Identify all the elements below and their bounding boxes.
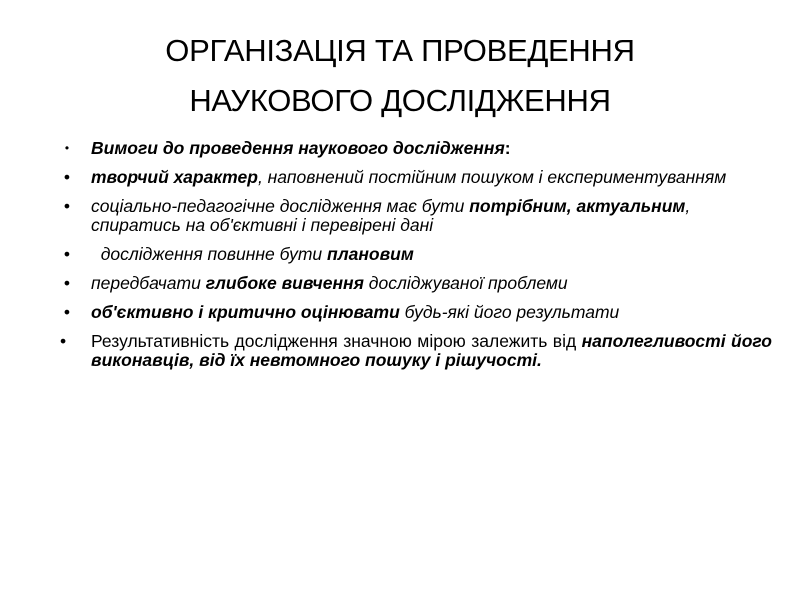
bullet-text: , спиратись на об'єктивні і перевірені дані [91,196,691,235]
slide-title [60,26,740,126]
bullet-item-relevance [60,197,772,235]
bullet-text-strong: потрібним, актуальним [469,196,686,216]
bullet-text-strong: : [504,138,511,158]
bullet-item-effectiveness [60,332,772,370]
bullet-item-creative [60,168,772,187]
bullet-text-strong: його виконавців, від їх невтомного пошуку і рішучості. [91,331,772,370]
bullet-text: досліджуваної проблеми [363,273,568,293]
bullet-item-deep-study [60,274,772,293]
bullet-marker: • [63,302,71,322]
bullet-marker: • [63,244,71,264]
bullet-marker: • [63,273,71,293]
bullet-text: дослідження повинне бути [91,244,328,264]
bullet-marker: • [63,196,71,216]
bullet-text-strong: об'єктивно і критично оцінювати [91,302,400,322]
slide-title-line-2: НАУКОВОГО ДОСЛІДЖЕННЯ [189,83,611,118]
bullet-item-requirements [60,139,772,158]
bullet-marker: • [63,167,71,187]
bullet-text: Результативність дослідження значною мірою залежить від [91,331,582,351]
bullet-text-strong: плановим [327,244,414,264]
bullet-text: будь-які його результати [399,302,620,322]
bullet-text-strong: Вимоги до проведення наукового дослідження [91,138,505,158]
bullet-text: передбачати [91,273,206,293]
bullet-text: соціально-педагогічне дослідження має бути [91,196,470,216]
bullet-item-objective [60,303,772,322]
bullet-text-strong: творчий характер [91,167,258,187]
bullet-list [60,139,772,380]
bullet-text-strong: наполегливості [581,331,726,351]
bullet-item-planned [60,245,772,264]
slide-title-line-1: ОРГАНІЗАЦІЯ ТА ПРОВЕДЕННЯ [165,33,635,68]
bullet-marker: • [60,331,67,351]
bullet-marker: • [64,141,70,155]
bullet-text-strong: глибоке вивчення [205,273,364,293]
bullet-text: , наповнений постійним пошуком і експериментуванням [257,167,727,187]
